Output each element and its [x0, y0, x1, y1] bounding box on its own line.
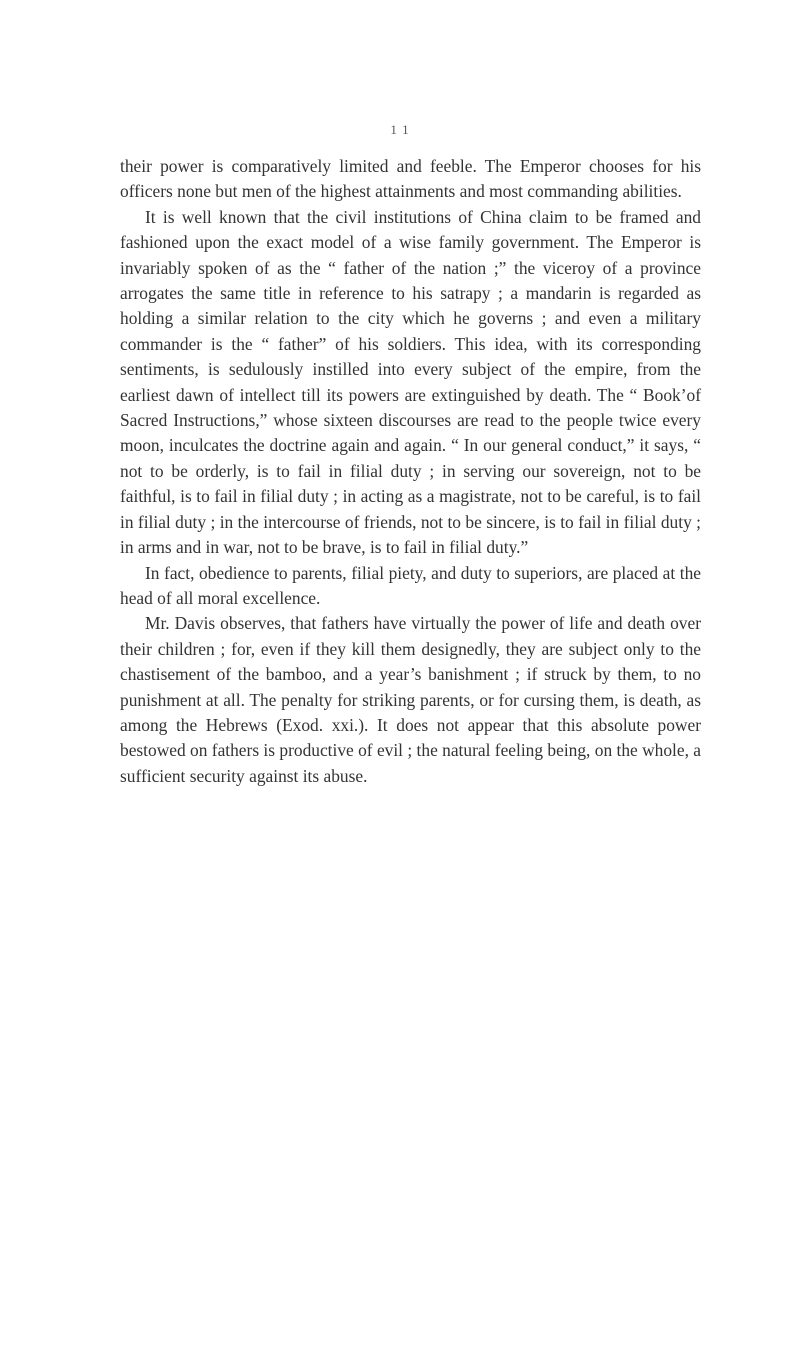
paragraph-2: It is well known that the civil institutions of China claim to be framed and fashioned upon the exact model of a wise family government. The Emperor is invariably spoken of as the “ father of the nation ;” the viceroy of a province arrogates the same title in reference to his satrapy ; a mandarin is regarded as holding a similar relation to the city which he governs ; and even a military commander is the “ father” of his soldiers. This idea, with its corresponding sentiments, is sedulously instilled into every subject of the empire, from the earliest dawn of intellect till its powers are extinguished by death. The “ Book’of Sacred Instructions,” whose sixteen discourses are read to the people twice every moon, inculcates the doctrine again and again. “ In our general conduct,” it says, “ not to be orderly, is to fail in filial duty ; in serving our sovereign, not to be faithful, is to fail in filial duty ; in acting as a magistrate, not to be careful, is to fail in filial duty ; in the intercourse of friends, not to be sincere, is to fail in filial duty ; in arms and in war, not to be brave, is to fail in filial duty.” — [120, 206, 701, 558]
paragraph-3: In fact, obedience to parents, filial piety, and duty to superiors, are placed at the head of all moral excellence. — [120, 562, 701, 608]
page-number: 1 1 — [390, 122, 410, 137]
page-body — [120, 154, 701, 789]
paragraph-1: their power is comparatively limited and feeble. The Emperor chooses for his officers none but men of the highest attainments and most commanding abilities. — [120, 156, 701, 202]
paragraph-4: Mr. Davis observes, that fathers have virtually the power of life and death over their children ; for, even if they kill them designedly, they are subject only to the chastisement of the bamboo, and a year’s banishment ; if struck by them, to no punishment at all. The penalty for striking parents, or for cursing them, is death, as among the Hebrews (Exod. xxi.). It does not appear that this absolute power bestowed on fathers is productive of evil ; the natural feeling being, on the whole, a sufficient security against its abuse. — [120, 613, 701, 786]
